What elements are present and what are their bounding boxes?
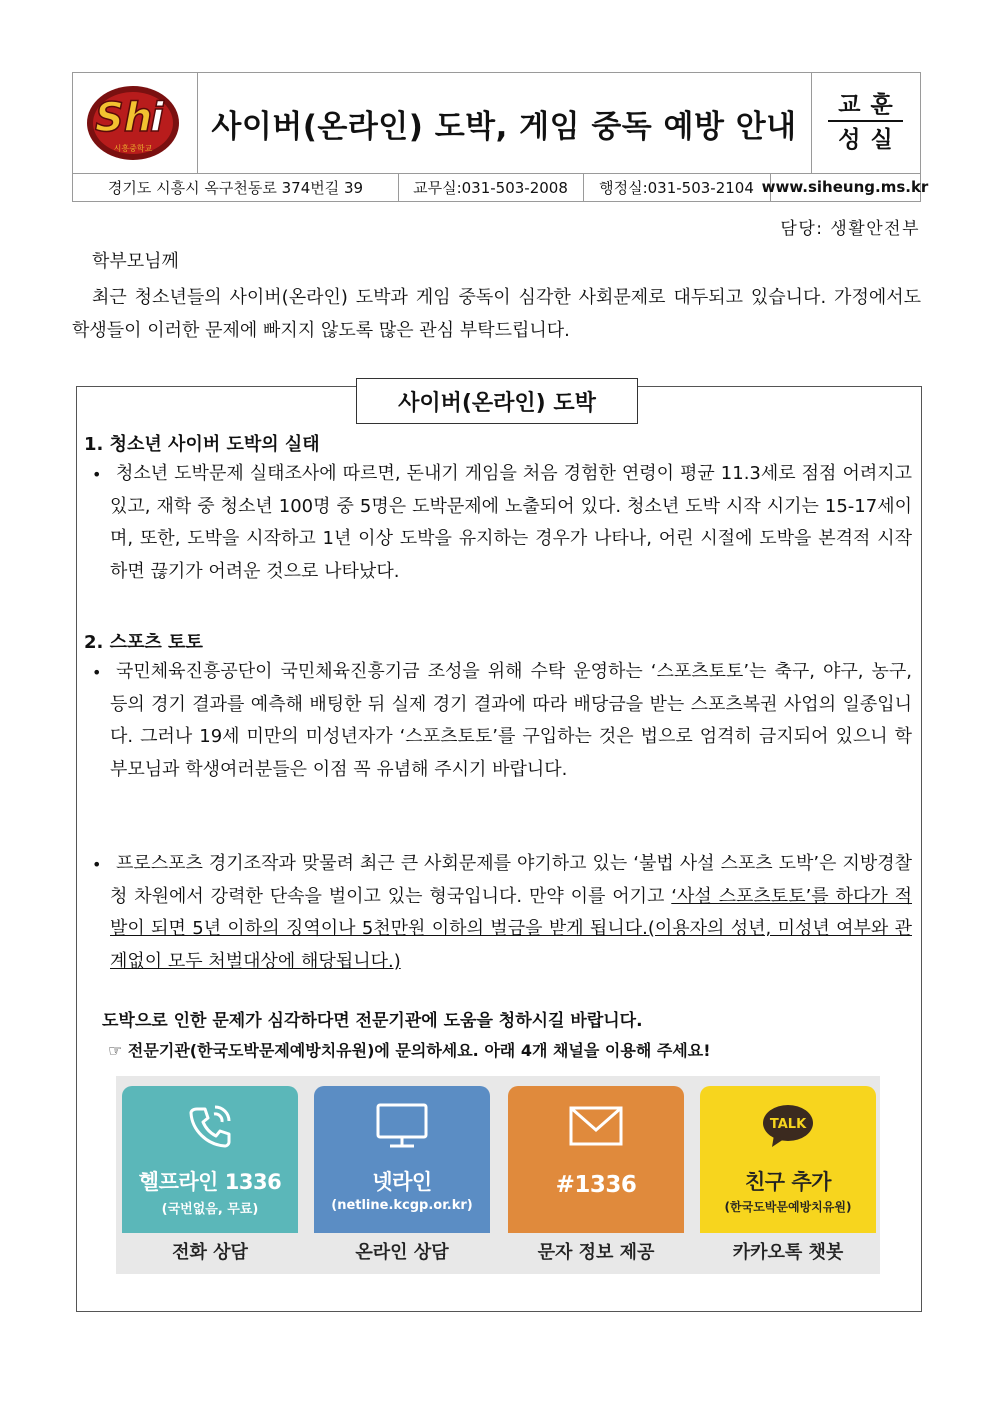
channel-card-helpline[interactable]	[122, 1086, 298, 1233]
section-title: 사이버(온라인) 도박	[356, 378, 638, 424]
help-notice: 도박으로 인한 문제가 심각하다면 전문기관에 도움을 청하시길 바랍니다.	[102, 1011, 643, 1031]
intro-paragraph: 최근 청소년들의 사이버(온라인) 도박과 게임 중독이 심각한 사회문제로 대두되고 있습니다. 가정에서도 학생들이 이러한 문제에 빠지지 않도록 많은 관심 부탁드립니다.	[72, 287, 921, 341]
channel-subtitle: (한국도박문예방치유원)	[724, 1200, 852, 1214]
school-address: 경기도 시흥시 옥구천동로 374번길 39	[73, 173, 399, 201]
letterhead-info-row	[73, 173, 929, 201]
channel-label-phone: 전화 상담	[172, 1242, 248, 1263]
paragraph-illegal-betting	[110, 848, 912, 978]
kakao-talk-icon	[758, 1100, 818, 1152]
motto-label: 교훈	[828, 90, 902, 122]
paragraph-sports-toto: 국민체육진흥공단이 국민체육진흥기금 조성을 위해 수탁 운영하는 ‘스포츠토토’는 축구, 야구, 농구, 등의 경기 결과를 예측해 배팅한 뒤 실제 경기 결과에 따라 배당금을 받는 스포츠복권 사업의 일종입니다. 그러나 19세 미만의 미성년자가 ‘스포츠토토’를 구입하는 것은 법으로 엄격히 금지되어 있으니 학부모님과 학생여러분들은 이점 꼭 유념해 주시기 바랍니다.	[110, 661, 912, 780]
greeting: 학부모님께	[92, 251, 179, 272]
channel-label-kakao: 카카오톡 챗봇	[732, 1242, 844, 1263]
channel-title: 넷라인	[372, 1170, 432, 1194]
admin-office-phone: 행정실:031-503-2104	[583, 173, 771, 201]
svg-text:i: i	[150, 95, 164, 141]
bullet: •	[92, 663, 102, 682]
channel-title: 친구 추가	[745, 1170, 831, 1194]
channel-card-netline[interactable]	[314, 1086, 490, 1233]
channel-subtitle: (국번없음, 무료)	[161, 1202, 259, 1217]
heading-youth-gambling: 1. 청소년 사이버 도박의 실태	[84, 434, 320, 455]
bullet: •	[92, 465, 102, 484]
svg-text:TALK: TALK	[769, 1117, 807, 1132]
letterhead-top-row	[73, 73, 920, 174]
envelope-icon	[566, 1100, 626, 1152]
channel-title: 헬프라인 1336	[138, 1170, 282, 1194]
logo-school-name: 시흥중학교	[113, 144, 153, 153]
manager-department: 담당: 생활안전부	[780, 219, 920, 239]
channel-subtitle: (netline.kcgp.or.kr)	[331, 1198, 473, 1213]
channel-label-online: 온라인 상담	[355, 1242, 449, 1263]
channel-card-sms[interactable]	[508, 1086, 684, 1233]
teachers-office-phone: 교무실:031-503-2008	[398, 173, 584, 201]
school-website-link[interactable]: www.siheung.ms.kr	[761, 178, 929, 196]
phone-icon	[180, 1100, 240, 1152]
bullet: •	[92, 855, 102, 874]
heading-sports-toto: 2. 스포츠 토토	[84, 632, 203, 653]
school-motto	[811, 73, 920, 173]
svg-text:Sh: Sh	[95, 95, 153, 141]
channel-card-kakao[interactable]	[700, 1086, 876, 1233]
paragraph-youth-gambling: 청소년 도박문제 실태조사에 따르면, 돈내기 게임을 처음 경험한 연령이 평균 11.3세로 점점 어려지고 있고, 재학 중 청소년 100명 중 5명은 도박문제에 노출되어 있다. 청소년 도박 시작 시기는 15-17세이며, 또한, 도박을 시작하고 1년 이상 도박을 유지하는 경우가 나타나, 어린 시절에 도박을 본격적 시작하면 끊기가 어려운 것으로 나타났다.	[110, 463, 912, 582]
help-instruction: ☞ 전문기관(한국도박문제예방치유원)에 문의하세요. 아래 4개 채널을 이용해 주세요!	[108, 1041, 711, 1060]
illegal-betting-penalty: ‘사설 스포츠토토’를 하다가 적발이 되면 5년 이하의 징역이나 5천만원 이하의 벌금을 받게 됩니다.(이용자의 성년, 미성년 여부와 관계없이 모두 처벌대상에 해당됩니다.)	[110, 885, 912, 972]
illegal-betting-text: 프로스포츠 경기조작과 맞물려 최근 큰 사회문제를 야기하고 있는 ‘불법 사설 스포츠 도박’은 지방경찰청 차원에서 강력한 단속을 벌이고 있는 형국입니다. 만약 이를 어기고	[110, 853, 912, 907]
monitor-icon	[372, 1100, 432, 1152]
help-channels	[116, 1076, 880, 1274]
school-logo	[73, 73, 198, 173]
school-logo-icon	[73, 73, 197, 173]
channel-label-sms: 문자 정보 제공	[537, 1242, 655, 1263]
motto-text: 성실	[838, 127, 903, 153]
channel-title: #1336	[555, 1172, 637, 1198]
document-title-cell	[197, 73, 812, 173]
document-title: 사이버(온라인) 도박, 게임 중독 예방 안내	[211, 108, 797, 145]
letterhead	[72, 72, 929, 202]
